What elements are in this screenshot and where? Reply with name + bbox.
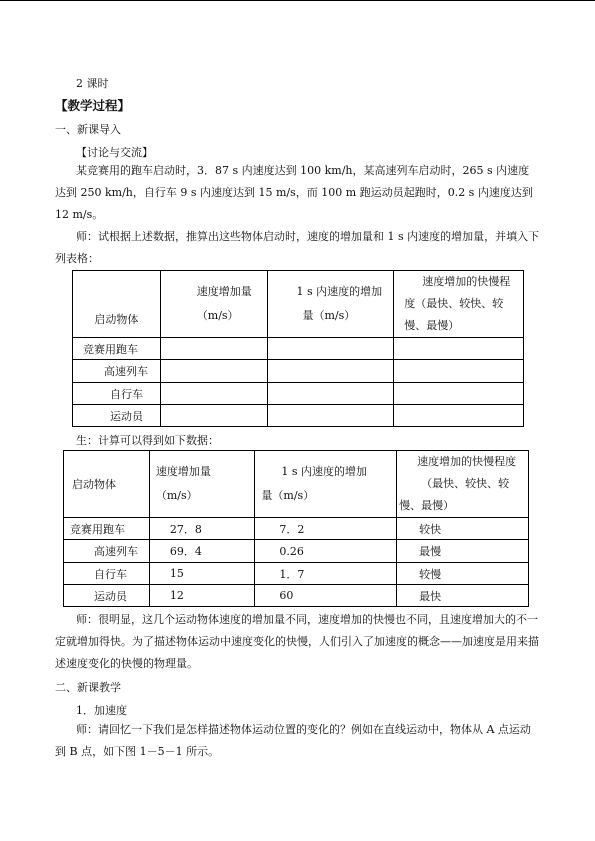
lesson-period: 2 课时 xyxy=(76,77,109,90)
header-per-second: 1 s 内速度的增加 量（m/s） xyxy=(255,451,397,518)
header-object: 启动物体 xyxy=(64,451,150,518)
teacher-question: 师：请回忆一下我们是怎样描述物体运动位置的变化的？例如在直线运动中，物体从 A 点运动到 B 点，如下图 1－5－1 所示。 xyxy=(55,723,531,758)
part1-title: 一、新课导入 xyxy=(55,123,121,136)
part2-title: 二、新课教学 xyxy=(55,681,121,694)
intro-paragraph: 某竞赛用的跑车启动时，3．87 s 内速度达到 100 km/h，某高速列车启动时，265 s 内速度达到 250 km/h，自行车 9 s 内速度达到 15 m/s，而 100 m 跑运动员起跑时，0.2 s 内速度达到 12 m/s。 xyxy=(55,164,533,221)
table-row: 自行车 xyxy=(73,383,161,405)
header-per-second: 1 s 内速度的增加 量（m/s） xyxy=(268,271,394,338)
table-row: 运动员 xyxy=(73,405,161,427)
table-row: 竞赛用跑车 27．8 7．2 较快 xyxy=(64,518,529,540)
section-heading: 【教学过程】 xyxy=(55,98,131,113)
table-row: 高速列车 xyxy=(73,360,161,383)
table-row: 竞赛用跑车 xyxy=(73,338,161,360)
header-delta-v: 速度增加量 （m/s） xyxy=(149,451,255,518)
table-row: 自行车 15 1．7 较慢 xyxy=(64,563,529,585)
student-response: 生：计算可以得到如下数据： xyxy=(76,434,219,447)
discussion-title: 【讨论与交流】 xyxy=(76,146,153,159)
header-object: 启动物体 xyxy=(73,271,161,338)
calculation-table-empty xyxy=(72,270,524,427)
header-speed-rank: 速度增加的快慢程度 （最快、较快、较 慢、最慢） xyxy=(397,451,529,518)
header-speed-rank: 速度增加的快慢程 度（最快、较快、较 慢、最慢） xyxy=(394,271,524,338)
header-delta-v: 速度增加量 （m/s） xyxy=(160,271,268,338)
table-row: 运动员 12 60 最快 xyxy=(64,585,529,607)
teacher-conclusion: 师：很明显，这几个运动物体速度的增加量不同，速度增加的快慢也不同，且速度增加大的不一定就增加得快。为了描述物体运动中速度变化的快慢，人们引入了加速度的概念——加速度是用来描述速度变化的快慢的物理量。 xyxy=(55,613,539,670)
teacher-prompt: 师：试根据上述数据，推算出这些物体启动时，速度的增加量和 1 s 内速度的增加量，并填入下列表格： xyxy=(55,230,540,265)
table-row: 高速列车 69．4 0.26 最慢 xyxy=(64,540,529,563)
subsection-title: 1．加速度 xyxy=(76,704,127,717)
calculation-results-table xyxy=(63,450,529,607)
page-top-border xyxy=(0,0,595,1)
